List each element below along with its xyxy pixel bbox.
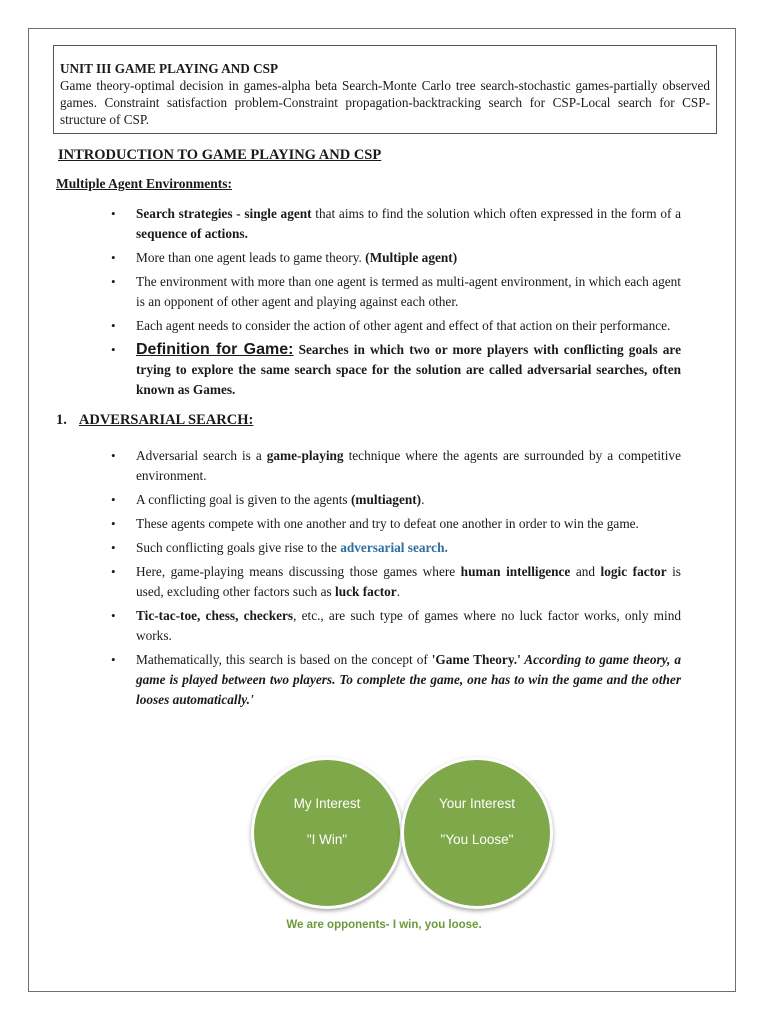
your-interest-circle	[401, 757, 553, 909]
list-item: • These agents compete with one another and try to defeat one another in order to win the game.	[111, 514, 681, 534]
definition-title: Definition for Game:	[136, 341, 294, 358]
bullet-icon: •	[111, 206, 116, 221]
i-win-label: "I Win"	[306, 832, 348, 847]
multi-agent-heading: Multiple Agent Environments:	[56, 176, 233, 191]
multi-agent-list	[111, 204, 681, 404]
list-item: • A conflicting goal is given to the agents (multiagent).	[111, 490, 681, 510]
list-item: • Such conflicting goals give rise to the adversarial search.	[111, 538, 681, 558]
intro-heading: INTRODUCTION TO GAME PLAYING AND CSP	[58, 147, 382, 163]
list-item: • Each agent needs to consider the action of other agent and effect of that action on their performance.	[111, 316, 681, 336]
you-loose-label: "You Loose"	[440, 832, 514, 847]
bullet-icon: •	[111, 250, 116, 265]
bullet-icon: •	[111, 652, 116, 667]
unit-title: UNIT III GAME PLAYING AND CSP	[60, 61, 278, 76]
my-interest-circle	[251, 757, 403, 909]
adversarial-search-link[interactable]: adversarial search.	[340, 540, 448, 555]
my-interest-label: My Interest	[293, 796, 361, 811]
bullet-icon: •	[111, 342, 116, 357]
bullet-icon: •	[111, 448, 116, 463]
list-item: • Search strategies - single agent that aims to find the solution which often expressed in the form of a sequence of actions.	[111, 206, 681, 241]
diagram-caption: We are opponents- I win, you loose.	[286, 919, 482, 931]
list-item: • Tic-tac-toe, chess, checkers, etc., are such type of games where no luck factor works, only mind works.	[111, 608, 681, 643]
list-item: • Mathematically, this search is based on the concept of 'Game Theory.' According to game theory, a game is played between two players. To complete the game, one has to win the game and the other looses automatically.'	[111, 652, 681, 707]
bullet-icon: •	[111, 608, 116, 623]
adversarial-heading: 1. ADVERSARIAL SEARCH:	[56, 412, 254, 428]
unit-syllabus-box	[53, 45, 717, 134]
bullet-icon: •	[111, 564, 116, 579]
bullet-icon: •	[111, 540, 116, 555]
list-item: • More than one agent leads to game theory. (Multiple agent)	[111, 248, 681, 268]
definition-item: • Definition for Game: Searches in which two or more players with conflicting goals are trying to explore the same search space for the solution are called adversarial searches, often known as Games.	[111, 341, 681, 397]
list-item: • Here, game-playing means discussing those games where human intelligence and logic factor is used, excluding other factors such as luck factor.	[111, 564, 681, 599]
bullet-icon: •	[111, 318, 116, 333]
adversarial-list	[111, 446, 681, 714]
unit-syllabus: Game theory-optimal decision in games-alpha beta Search-Monte Carlo tree search-stochastic games-partially observed games. Constraint satisfaction problem-Constraint propagation-backtracking search for CSP-Local search for CSP-structure of CSP.	[60, 78, 710, 127]
list-item: • The environment with more than one agent is termed as multi-agent environment, in which each agent is an opponent of other agent and playing against each other.	[111, 274, 681, 309]
bullet-icon: •	[111, 516, 116, 531]
list-item: • Adversarial search is a game-playing technique where the agents are surrounded by a competitive environment.	[111, 448, 681, 483]
your-interest-label: Your Interest	[438, 796, 516, 811]
bullet-icon: •	[111, 274, 116, 289]
bullet-icon: •	[111, 492, 116, 507]
